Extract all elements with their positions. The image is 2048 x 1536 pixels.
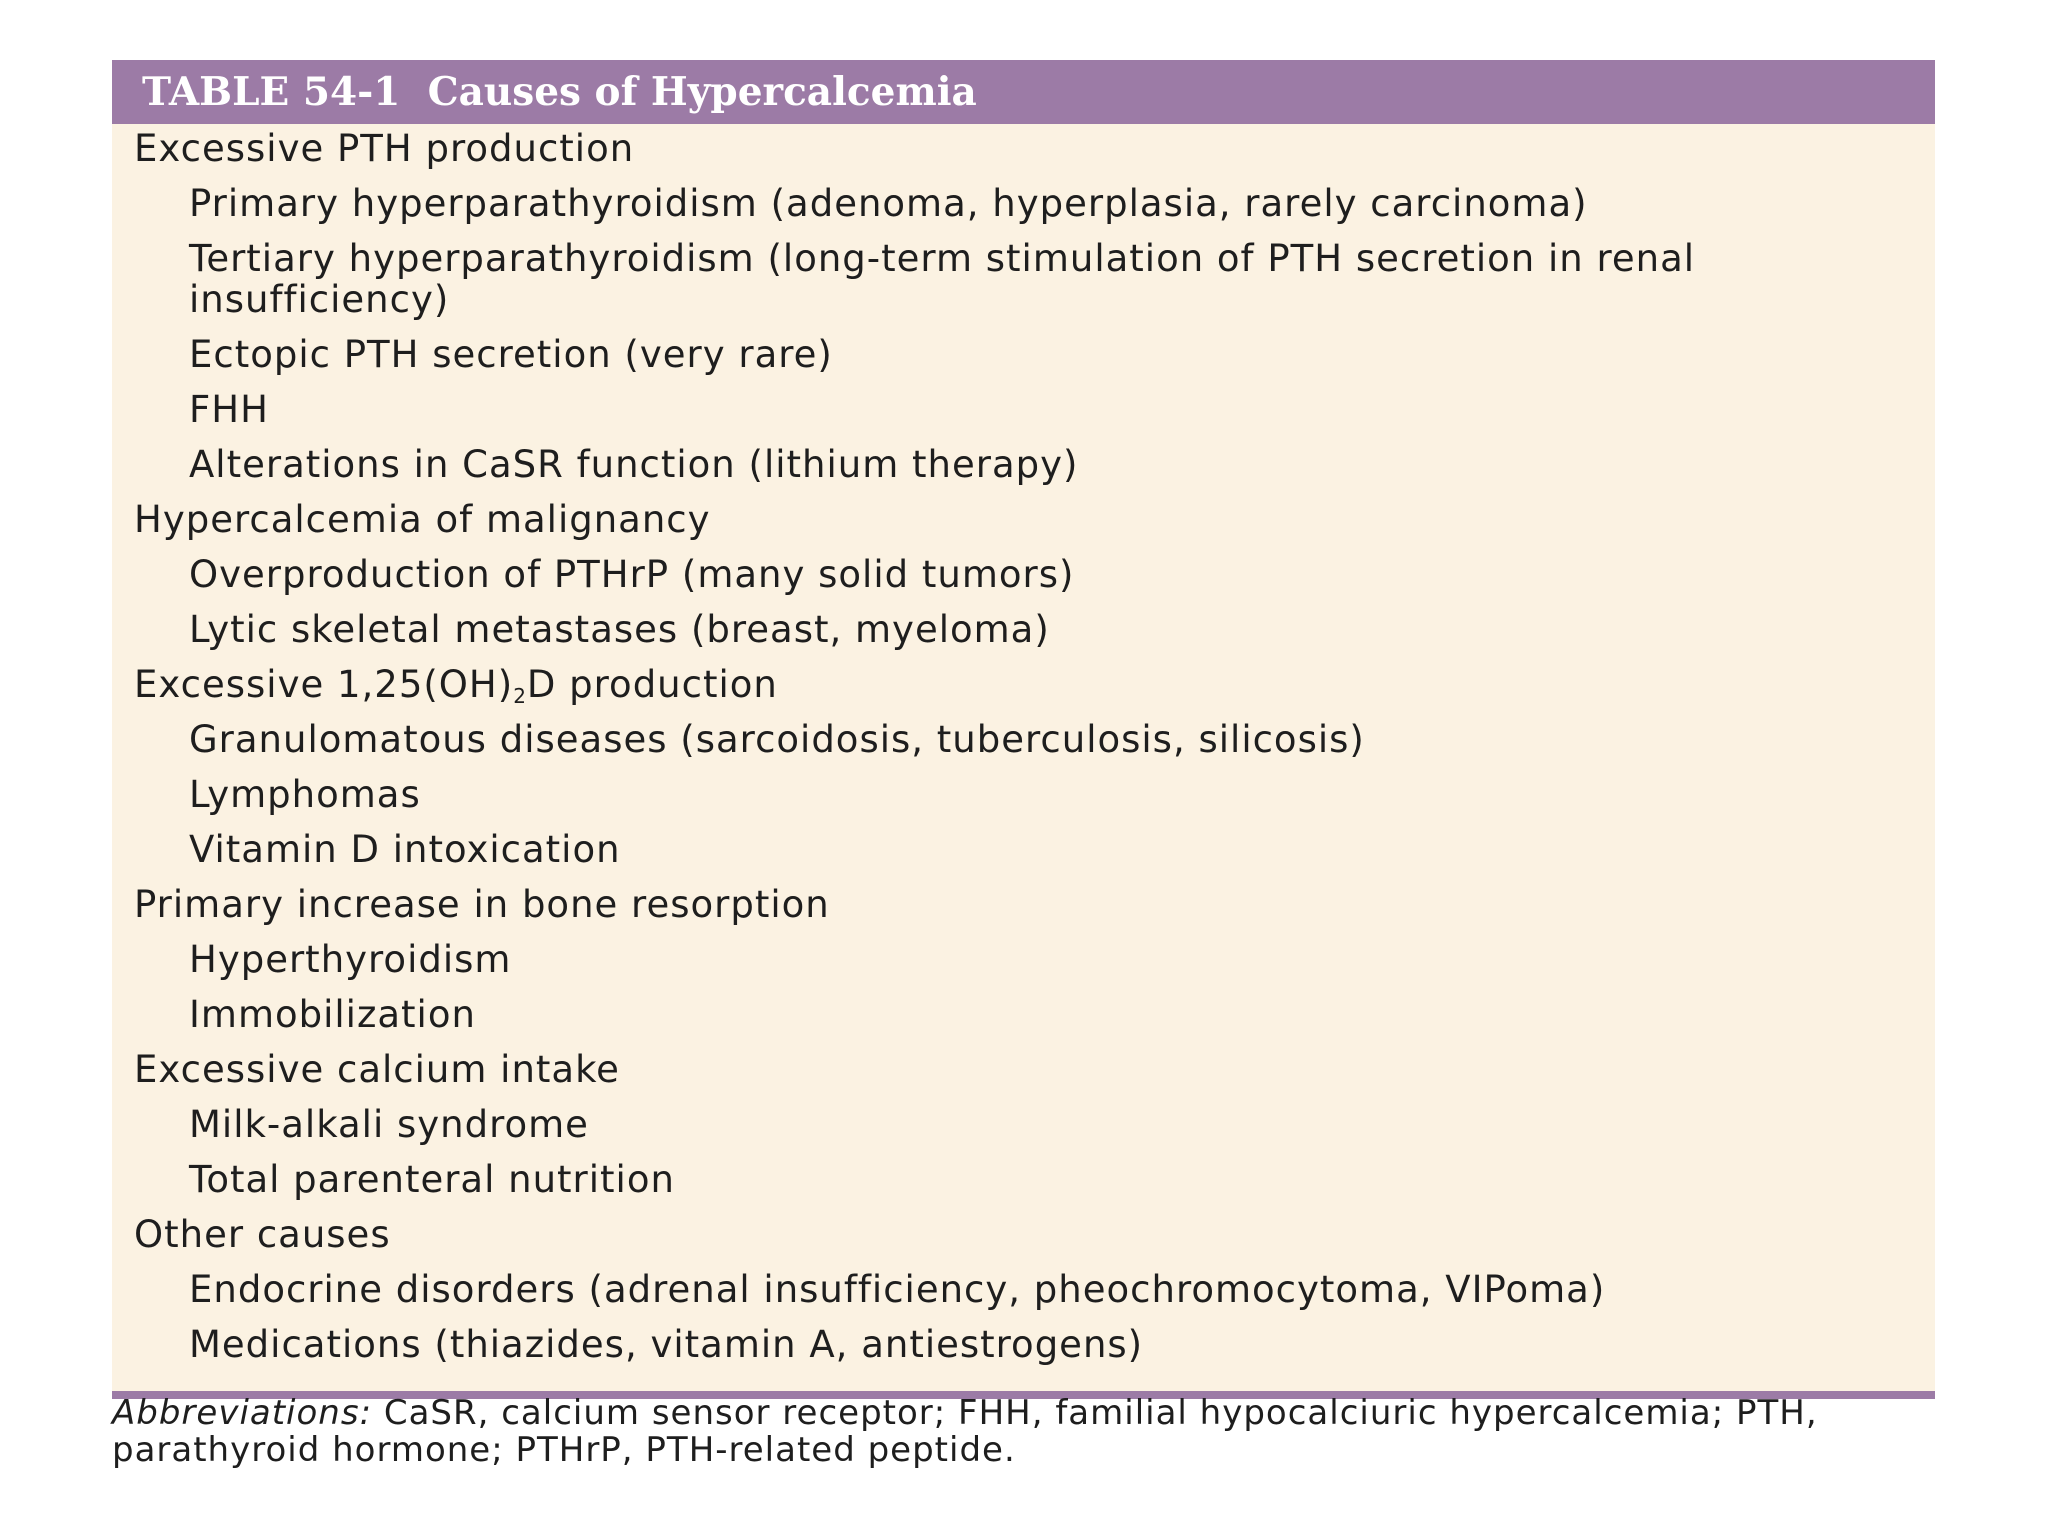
- abbreviations-footnote: [112, 1395, 1832, 1469]
- item-lytic-metastases: Lytic skeletal metastases (breast, myeloma): [189, 608, 1050, 651]
- item-total-parenteral-nutrition: Total parenteral nutrition: [189, 1158, 675, 1201]
- item-pthrp-overproduction: Overproduction of PTHrP (many solid tumors): [189, 553, 1075, 596]
- abbreviations-text: CaSR, calcium sensor receptor; FHH, familial hypocalciuric hypercalcemia; PTH, parathyroid hormone; PTHrP, PTH-related peptide.: [112, 1393, 1818, 1470]
- causes-table: [112, 60, 1935, 1399]
- category-text-pre: Excessive 1,25(OH): [134, 663, 514, 706]
- category-excessive-calcium-intake: Excessive calcium intake: [134, 1048, 620, 1091]
- category-bone-resorption: Primary increase in bone resorption: [134, 883, 830, 926]
- table-title: TABLE 54-1 Causes of Hypercalcemia: [142, 69, 977, 115]
- item-granulomatous-diseases: Granulomatous diseases (sarcoidosis, tuberculosis, silicosis): [189, 718, 1365, 761]
- item-ectopic-pth-secretion: Ectopic PTH secretion (very rare): [189, 333, 833, 376]
- item-primary-hyperparathyroidism: Primary hyperparathyroidism (adenoma, hyperplasia, rarely carcinoma): [189, 182, 1588, 225]
- item-fhh: FHH: [189, 388, 269, 431]
- item-endocrine-disorders: Endocrine disorders (adrenal insufficiency, pheochromocytoma, VIPoma): [189, 1268, 1606, 1311]
- category-excessive-pth-production: Excessive PTH production: [134, 127, 635, 170]
- item-casr-alterations: Alterations in CaSR function (lithium therapy): [189, 443, 1079, 486]
- category-other-causes: Other causes: [134, 1213, 391, 1256]
- table-header: [112, 60, 1935, 124]
- item-milk-alkali-syndrome: Milk-alkali syndrome: [189, 1103, 589, 1146]
- item-lymphomas: Lymphomas: [189, 773, 421, 816]
- category-hypercalcemia-of-malignancy: Hypercalcemia of malignancy: [134, 498, 711, 541]
- category-excessive-vitamin-d-production: [112, 663, 1935, 708]
- item-immobilization: Immobilization: [189, 993, 476, 1036]
- item-tertiary-hyperparathyroidism: Tertiary hyperparathyroidism (long-term stimulation of PTH secretion in renal insufficiency): [189, 237, 1696, 321]
- item-hyperthyroidism: Hyperthyroidism: [189, 938, 512, 981]
- category-text-post: D production: [526, 663, 778, 706]
- item-vitamin-d-intoxication: Vitamin D intoxication: [189, 828, 621, 871]
- table-body: [112, 124, 1935, 1391]
- abbreviations-label: Abbreviations:: [112, 1393, 373, 1433]
- item-medications: Medications (thiazides, vitamin A, antiestrogens): [189, 1323, 1144, 1366]
- subscript-2: 2: [513, 684, 527, 708]
